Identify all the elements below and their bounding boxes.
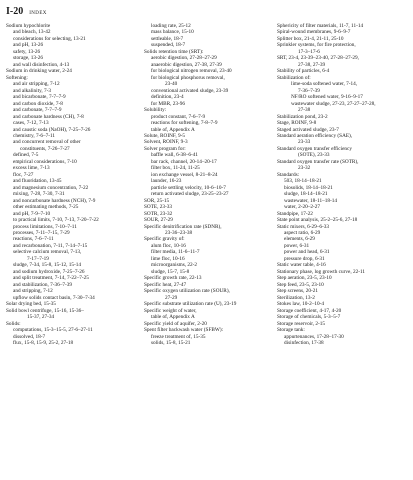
index-entry: mixing, 7-28, 7-30, 7-31: [13, 191, 65, 198]
index-entry: for biological nitrogen removal, 23-40: [151, 68, 232, 75]
index-entry: Stability of particles, 6-4: [277, 68, 330, 75]
index-entry: Specific oxygen utilization rate (SOUR),: [144, 288, 230, 295]
index-entry: empirical considerations, 7-10: [13, 158, 77, 165]
index-entry: Standpipe, 17-22: [277, 210, 313, 217]
index-entry: and carbonate, 7-7–7-9: [13, 107, 62, 114]
index-entry: and split treatment, 7-14, 7-22–7-25: [13, 275, 89, 282]
index-entry: and sodium hydroxide, 7-25–7-26: [13, 268, 85, 275]
index-entry: (SOTE), 23-33: [298, 152, 330, 159]
index-entry: Solver program for:: [144, 145, 186, 152]
index-entry: computations, 15-3–15-5, 27-6–27-11: [13, 327, 93, 334]
index-entry: aspect ratio, 6-29: [284, 230, 321, 236]
index-entry: Storage tank:: [277, 327, 305, 334]
index-entry: and pH, 7-9–7-10: [13, 210, 51, 217]
index-entry: Standards:: [277, 171, 300, 178]
index-entry: SOR, 25-15: [144, 197, 170, 204]
index-entry: State point analysis, 25-2–25-6, 27-18: [277, 217, 358, 224]
index-entry: particle settling velocity, 10-6–10-7: [151, 184, 226, 191]
index-entry: launder, 16-23: [151, 178, 182, 185]
index-entry: Splitter box, 21-4, 21-11, 25-10: [277, 35, 344, 42]
index-entry: 23-40: [165, 81, 178, 88]
index-entry: Solids:: [6, 320, 21, 327]
index-entry: and recarbonation, 7-11, 7-14–7-15: [13, 242, 88, 249]
index-entry: appurtenances, 17-28–17-30: [284, 333, 344, 340]
index-entry: 503, 18-14–18-21: [284, 178, 322, 185]
index-entry: 27-38: [298, 107, 311, 114]
index-entry: Step aeration, 23-5, 23-10: [277, 275, 332, 282]
index-entry: Staged activated sludge, 23-7: [277, 126, 339, 133]
index-entry: considerations for selecting, 13-21: [13, 35, 86, 42]
index-entry: solids, 15-8, 15-21: [151, 339, 191, 346]
index-entry: and bicarbonate, 7-7–7-9: [13, 94, 66, 101]
index-column-3: [277, 23, 409, 346]
index-entry: Sodium hypochlorite: [6, 23, 51, 29]
index-column-2: [144, 23, 272, 346]
index-entry: Sterilization, 13-2: [277, 294, 315, 301]
index-entry: Stabilization of:: [277, 74, 311, 81]
index-entry: Solvent, ROINF, 9-3: [144, 139, 188, 146]
index-entry: ion exchange vessel, 8-21–8-24: [151, 171, 218, 178]
index-entry: anaerobic digestion, 27-38, 27-39: [151, 61, 222, 68]
index-entry: chemistry, 7-6–7-11: [13, 132, 56, 139]
index-entry: SOTR, 23-32: [144, 210, 173, 217]
index-entry: suspended, 18-7: [151, 42, 186, 49]
index-entry: power and head, 6-31: [284, 249, 330, 256]
index-entry: loading rate, 25-12: [151, 23, 191, 29]
index-entry: Spiral-wound membranes, 9-6–9-7: [277, 29, 351, 36]
index-entry: return activated sludge, 23-25–23-27: [151, 191, 229, 198]
index-entry: lime floc, 10-16: [151, 255, 185, 262]
index-entry: and pH, 13-26: [13, 42, 44, 49]
index-entry: 17-3–17-6: [298, 48, 320, 55]
index-entry: excess lime, 7-13: [13, 165, 50, 172]
index-entry: Specific yield of aquifer, 2-20: [144, 320, 207, 327]
index-entry: Static mixers, 6-29–6-33: [277, 223, 330, 230]
index-entry: reactions, 7-6–7-11: [13, 236, 54, 243]
index-entry: 27-29: [165, 294, 178, 301]
index-entry: Sprinkler systems, for fire protection,: [277, 42, 356, 49]
index-entry: Step feed, 23-5, 23-10: [277, 281, 324, 288]
index-entry: and noncarbonate hardness (NCH), 7-9: [13, 197, 96, 204]
page-header: [6, 6, 47, 17]
index-entry: Standard oxygen transfer rate (SOTR),: [277, 158, 359, 165]
index-entry: Static water table, 4-16: [277, 262, 326, 269]
index-entry: 23-33: [298, 139, 311, 146]
index-entry: Softening:: [6, 74, 28, 81]
index-entry: table of, Appendix A: [151, 314, 195, 321]
index-entry: Stokes law, 10-2–10-4: [277, 301, 325, 308]
index-entry: Specific heat, 27-47: [144, 281, 187, 288]
index-entry: and carbonate hardness (CH), 7-8: [13, 113, 84, 120]
index-entry: disinfection, 17-38: [284, 339, 324, 346]
index-entry: and magnesium concentration, 7-22: [13, 184, 89, 191]
index-entry: sludge, 15-7, 15-8: [151, 268, 190, 275]
index-entry: lime-soda softened water, 7-14,: [291, 81, 358, 88]
index-entry: Stationary phase, log growth curve, 22-11: [277, 268, 366, 275]
index-entry: NF/RO softened water, 9-16–9-17: [291, 94, 363, 101]
index-entry: reactions for softening, 7-8–7-9: [151, 120, 218, 127]
index-entry: product constant, 7-6–7-9: [151, 113, 206, 120]
index-entry: biosolids, 18-14–18-21: [284, 184, 333, 191]
index-entry: and stabilization, 7-36–7-39: [13, 281, 73, 288]
index-entry: sludge, 7-34, 15-8, 15-12, 15-14: [13, 262, 81, 269]
index-entry: Standard aeration efficiency (SAE),: [277, 132, 353, 139]
section-label: INDEX: [29, 11, 47, 16]
index-entry: alum floc, 10-16: [151, 242, 186, 249]
index-entry: flux, 15-8, 15-9, 25-2, 27-18: [13, 339, 74, 346]
index-entry: Storage coefficient, 4-17, 4-20: [277, 307, 342, 314]
index-entry: Step screens, 20-21: [277, 288, 318, 295]
index-entry: SOUR, 27-29: [144, 217, 173, 224]
index-entry: storage, 13-26: [13, 55, 44, 62]
index-entry: Specific gravity of:: [144, 236, 185, 243]
index-entry: Storage of chemicals, 5-3–5-7: [277, 314, 341, 321]
index-entry: and bleach, 13-42: [13, 29, 51, 36]
index-entry: 7-36–7-39: [298, 87, 320, 94]
index-entry: Specific growth rate, 22-13: [144, 275, 202, 282]
index-entry: and fluoridation, 13-45: [13, 178, 62, 185]
index-entry: cases, 7-12, 7-13: [13, 120, 49, 127]
index-entry: 27-38, 27-39: [298, 61, 326, 68]
index-entry: sludge, 18-14–18-21: [284, 191, 328, 198]
index-entry: Solids retention time (SRT):: [144, 48, 204, 55]
index-entry: Solid bowl centrifuge, 15-16, 15-36–: [6, 307, 84, 314]
index-entry: for biological phosphorus removal,: [151, 74, 225, 81]
index-entry: baffle wall, 6-38–6-41: [151, 152, 198, 159]
index-entry: 15-37, 27-34: [27, 314, 55, 321]
index-entry: SOTE, 23-33: [144, 204, 172, 211]
index-entry: Specific substrate utilization rate (U), 23-19: [144, 301, 237, 308]
index-entry: Storage reservoir, 2-15: [277, 320, 326, 327]
index-entry: floc, 7-27: [13, 171, 34, 178]
index-entry: table of, Appendix A: [151, 126, 195, 133]
index-entry: microorganisms, 22-2: [151, 262, 197, 269]
index-entry: and concurrent removal of other: [13, 139, 81, 146]
index-entry: and wall disinfection, 4-13: [13, 61, 70, 68]
index-entry: Solubility:: [144, 107, 167, 114]
index-entry: Solute, ROINF, 9-5: [144, 132, 185, 139]
index-entry: process limitations, 7-10–7-11: [13, 223, 77, 230]
index-entry: other estimating methods, 7-25: [13, 204, 79, 211]
index-entry: aerobic digestion, 27-28–27-29: [151, 55, 217, 62]
index-entry: pressure drop, 6-31: [284, 255, 325, 262]
index-entry: safety, 13-26: [13, 48, 41, 55]
index-entry: Spent filter backwash water (SFBW):: [144, 327, 224, 334]
index-entry: and caustic soda (NaOH), 7-25–7-26: [13, 126, 91, 133]
index-entry: power, 6-31: [284, 242, 310, 249]
index-entry: bar rack, channel, 20-14–20-17: [151, 158, 217, 165]
index-entry: freeze treatment of, 15-35: [151, 333, 206, 340]
index-entry: water, 2-20–2-27: [284, 204, 320, 211]
index-entry: Solar drying bed, 15-35: [6, 301, 56, 308]
index-entry: Sphericity of filter materials, 11-7, 11-14: [277, 23, 364, 29]
index-entry: Specific weight of water,: [144, 307, 197, 314]
index-entry: and air stripping, 7-12: [13, 81, 60, 88]
index-entry: and stripping, 7-12: [13, 288, 53, 295]
index-entry: settleable, 18-7: [151, 35, 184, 42]
index-entry: Specific denitrification rate (SDNR),: [144, 223, 222, 230]
index-entry: constituents, 7-26–7-27: [20, 145, 70, 152]
index-entry: mass balance, 15-10: [151, 29, 194, 36]
index-column-1: [6, 23, 134, 346]
index-entry: defined, 7-5: [13, 152, 39, 159]
index-entry: conventional activated sludge, 23-39: [151, 87, 229, 94]
index-entry: Stage, ROINF, 9-8: [277, 120, 317, 127]
index-entry: Sodium in drinking water, 2-24: [6, 68, 72, 75]
index-entry: filter box, 11-24, 11-25: [151, 165, 200, 172]
index-entry: definition, 23-4: [151, 94, 184, 101]
index-entry: 7-17–7-19: [27, 255, 49, 262]
index-entry: and alkalinity, 7-3: [13, 87, 52, 94]
page-number: I-20: [6, 6, 24, 17]
index-entry: upflow solids contact basin, 7-30–7-34: [13, 294, 95, 301]
index-entry: elements, 6-29: [284, 236, 315, 243]
index-entry: wastewater sludge, 27-23, 27-27–27-28,: [291, 100, 376, 107]
index-entry: Standard oxygen transfer efficiency: [277, 145, 352, 152]
index-entry: and carbon dioxide, 7-8: [13, 100, 63, 107]
index-entry: SRT, 23-4, 23-39–23-40, 27-28–27-29,: [277, 55, 359, 62]
index-entry: selective calcium removal, 7-13,: [13, 249, 82, 256]
index-entry: wastewater, 18-11–18-14: [284, 197, 337, 204]
index-entry: to practical limits, 7-10, 7-13, 7-20–7-22: [13, 217, 99, 224]
index-entry: 23-36–23-38: [165, 230, 193, 236]
index-entry: processes, 7-11–7-15, 7-29: [13, 230, 70, 236]
index-entry: dissolved, 18-7: [13, 333, 46, 340]
index-entry: Stabilization pond, 23-2: [277, 113, 328, 120]
index-entry: filter media, 11-6–11-7: [151, 249, 200, 256]
index-entry: for MBR, 23-96: [151, 100, 185, 107]
index-entry: 23-32: [298, 165, 311, 172]
